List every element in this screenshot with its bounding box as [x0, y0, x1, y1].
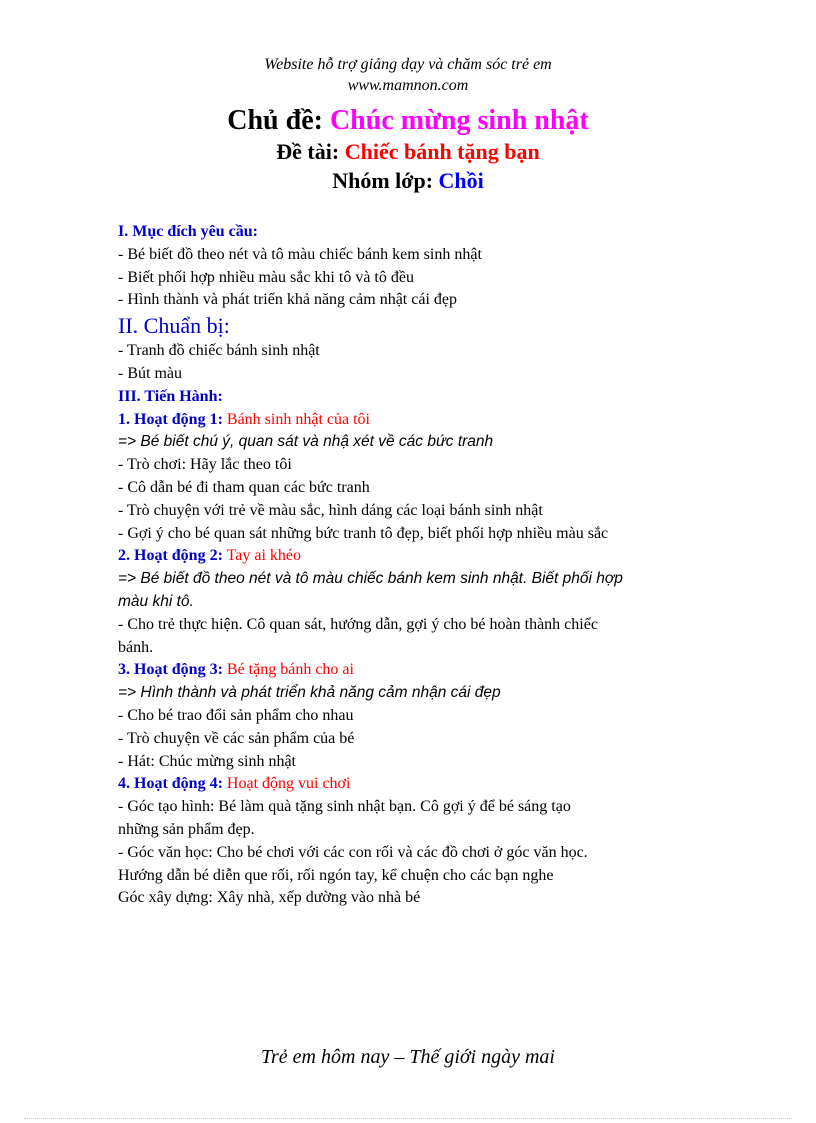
activity4-line: những sản phẩm đẹp.: [118, 820, 255, 838]
header-url: www.mamnon.com: [347, 77, 469, 94]
section1-heading: I. Mục đích yêu cầu:: [118, 223, 258, 240]
section1-item: - Biết phối hợp nhiều màu sắc khi tô và tô đều: [118, 268, 414, 286]
activity3-goal: => Hình thành và phát triển khả năng cảm nhận cái đẹp: [118, 684, 501, 702]
activity3-heading: [118, 659, 718, 682]
activity1-heading: [118, 409, 718, 432]
page-footer-slogan: Trẻ em hôm nay – Thế giới ngày mai: [261, 1046, 555, 1068]
subject-value: Chiếc bánh tặng bạn: [344, 139, 540, 164]
activity1-name: Bánh sinh nhật của tôi: [226, 410, 370, 428]
group-label: Nhóm lớp:: [332, 168, 434, 193]
section2-item: - Bút màu: [118, 364, 182, 382]
section2-item: - Tranh đồ chiếc bánh sinh nhật: [118, 342, 320, 360]
activity4-line: - Góc tạo hình: Bé làm quà tặng sinh nhật bạn. Cô gợi ý để bé sáng tạo: [118, 798, 571, 816]
activity2-name: Tay ai khéo: [226, 547, 302, 565]
activity1-item: - Cô dẫn bé đi tham quan các bức tranh: [118, 478, 370, 496]
activity4-line: Góc xây dựng: Xây nhà, xếp dường vào nhà bé: [118, 889, 421, 907]
topic-value: Chúc mừng sinh nhật: [329, 105, 589, 136]
header-website-line: Website hỗ trợ giảng dạy và chăm sóc trẻ em: [264, 56, 552, 73]
group-title: [0, 166, 816, 196]
activity3-name: Bé tặng bánh cho ai: [226, 661, 354, 679]
activity2-item: - Cho trẻ thực hiện. Cô quan sát, hướng dẫn, gợi ý cho bé hoàn thành chiếc: [118, 615, 598, 633]
topic-label: Chủ đề:: [227, 105, 323, 136]
activity3-item: - Cho bé trao đổi sản phẩm cho nhau: [118, 706, 354, 724]
activity1-goal: => Bé biết chú ý, quan sát và nhậ xét về các bức tranh: [118, 433, 494, 451]
activity1-label: 1. Hoạt động 1:: [118, 410, 223, 428]
activity1-item: - Trò chơi: Hãy lắc theo tôi: [118, 456, 292, 474]
page-header: [0, 54, 816, 96]
section2-heading: II. Chuẩn bị:: [118, 313, 230, 339]
activity3-label: 3. Hoạt động 3:: [118, 661, 223, 679]
section1-item: - Hình thành và phát triển khả năng cảm nhật cái đẹp: [118, 291, 457, 309]
topic-title: [0, 104, 816, 138]
section1-item: - Bé biết đồ theo nét và tô màu chiếc bánh kem sinh nhật: [118, 245, 482, 263]
activity1-item: - Gợi ý cho bé quan sát những bức tranh tô đẹp, biết phối hợp nhiều màu sắc: [118, 524, 609, 542]
page-bottom-divider: [24, 1118, 792, 1119]
activity4-line: - Góc văn học: Cho bé chơi với các con rối và các đồ chơi ở góc văn học.: [118, 843, 588, 861]
subject-title: [0, 138, 816, 166]
group-value: Chồi: [438, 168, 484, 193]
section3-heading: III. Tiến Hành:: [118, 387, 223, 405]
activity2-goal: => Bé biết đồ theo nét và tô màu chiếc bánh kem sinh nhật. Biết phối hợp: [118, 570, 623, 588]
activity3-item: - Hát: Chúc mừng sinh nhật: [118, 752, 296, 770]
document-body: [118, 221, 718, 910]
title-block: [0, 104, 816, 196]
activity4-line: Hướng dẫn bé diễn que rối, rối ngón tay, kể chuện cho các bạn nghe: [118, 866, 554, 884]
activity2-label: 2. Hoạt động 2:: [118, 547, 223, 565]
activity3-item: - Trò chuyện về các sản phẩm của bé: [118, 729, 355, 747]
activity4-label: 4. Hoạt động 4:: [118, 775, 223, 793]
activity4-heading: [118, 773, 718, 796]
activity2-item-cont: bánh.: [118, 638, 154, 656]
activity2-heading: [118, 545, 718, 568]
activity2-goal-cont: màu khi tô.: [118, 592, 194, 610]
activity1-item: - Trò chuyện với trẻ về màu sắc, hình dáng các loại bánh sinh nhật: [118, 501, 543, 519]
subject-label: Đề tài:: [276, 139, 340, 164]
activity4-name: Hoạt động vui chơi: [226, 775, 351, 793]
